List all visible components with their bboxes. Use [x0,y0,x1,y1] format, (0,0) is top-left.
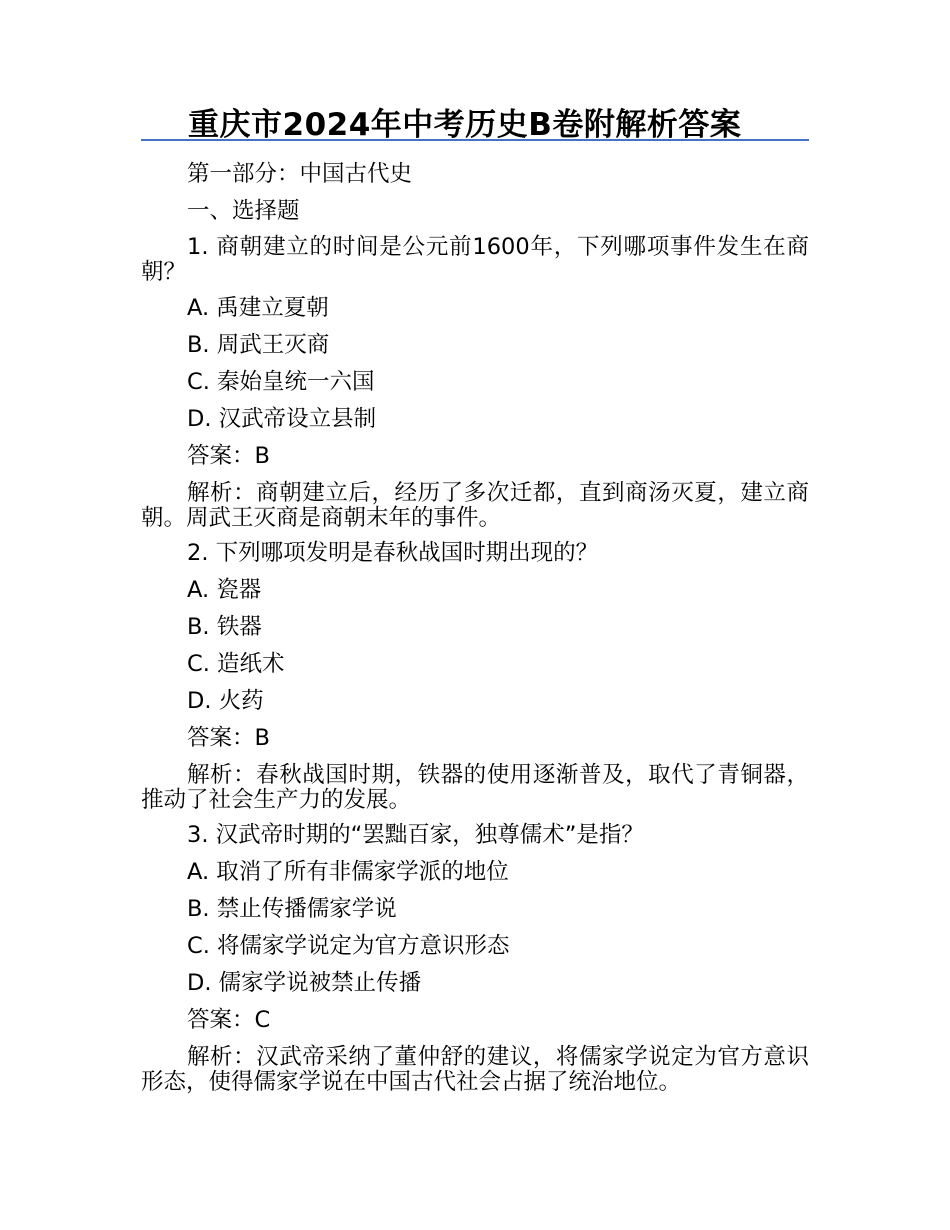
question-1-option-b: B. 周武王灭商 [187,332,330,358]
question-3-stem: 3. 汉武帝时期的“罢黜百家，独尊儒术”是指？ [187,822,644,848]
question-1-stem: 1. 商朝建立的时间是公元前1600年，下列哪项事件发生在商朝？ [141,234,809,285]
document-title: 重庆市2024年中考历史B卷附解析答案 [188,107,742,143]
question-1-answer: 答案：B [187,443,270,469]
question-3-option-d: D. 儒家学说被禁止传播 [187,970,422,996]
question-3-analysis: 解析：汉武帝采纳了董仲舒的建议，将儒家学说定为官方意识形态，使得儒家学说在中国古代社会占据了统治地位。 [141,1044,809,1095]
question-2-option-b: B. 铁器 [187,614,262,640]
question-2-answer: 答案：B [187,725,270,751]
part-heading: 第一部分：中国古代史 [187,161,413,187]
question-2-option-d: D. 火药 [187,688,264,714]
section-heading: 一、选择题 [187,198,300,224]
question-3-option-a: A. 取消了所有非儒家学派的地位 [187,859,509,885]
question-3-option-c: C. 将儒家学说定为官方意识形态 [187,933,510,959]
title-underline [141,139,809,141]
question-1-option-a: A. 禹建立夏朝 [187,295,329,321]
question-1-analysis: 解析：商朝建立后，经历了多次迁都，直到商汤灭夏，建立商朝。周武王灭商是商朝末年的事件。 [141,480,809,531]
question-1-option-c: C. 秦始皇统一六国 [187,369,375,395]
question-3-option-b: B. 禁止传播儒家学说 [187,896,397,922]
question-2-analysis: 解析：春秋战国时期，铁器的使用逐渐普及，取代了青铜器，推动了社会生产力的发展。 [141,762,809,813]
question-2-option-a: A. 瓷器 [187,577,262,603]
question-2-stem: 2. 下列哪项发明是春秋战国时期出现的？ [187,540,599,566]
question-3-answer: 答案：C [187,1007,271,1033]
question-2-option-c: C. 造纸术 [187,651,285,677]
question-1-option-d: D. 汉武帝设立县制 [187,406,377,432]
